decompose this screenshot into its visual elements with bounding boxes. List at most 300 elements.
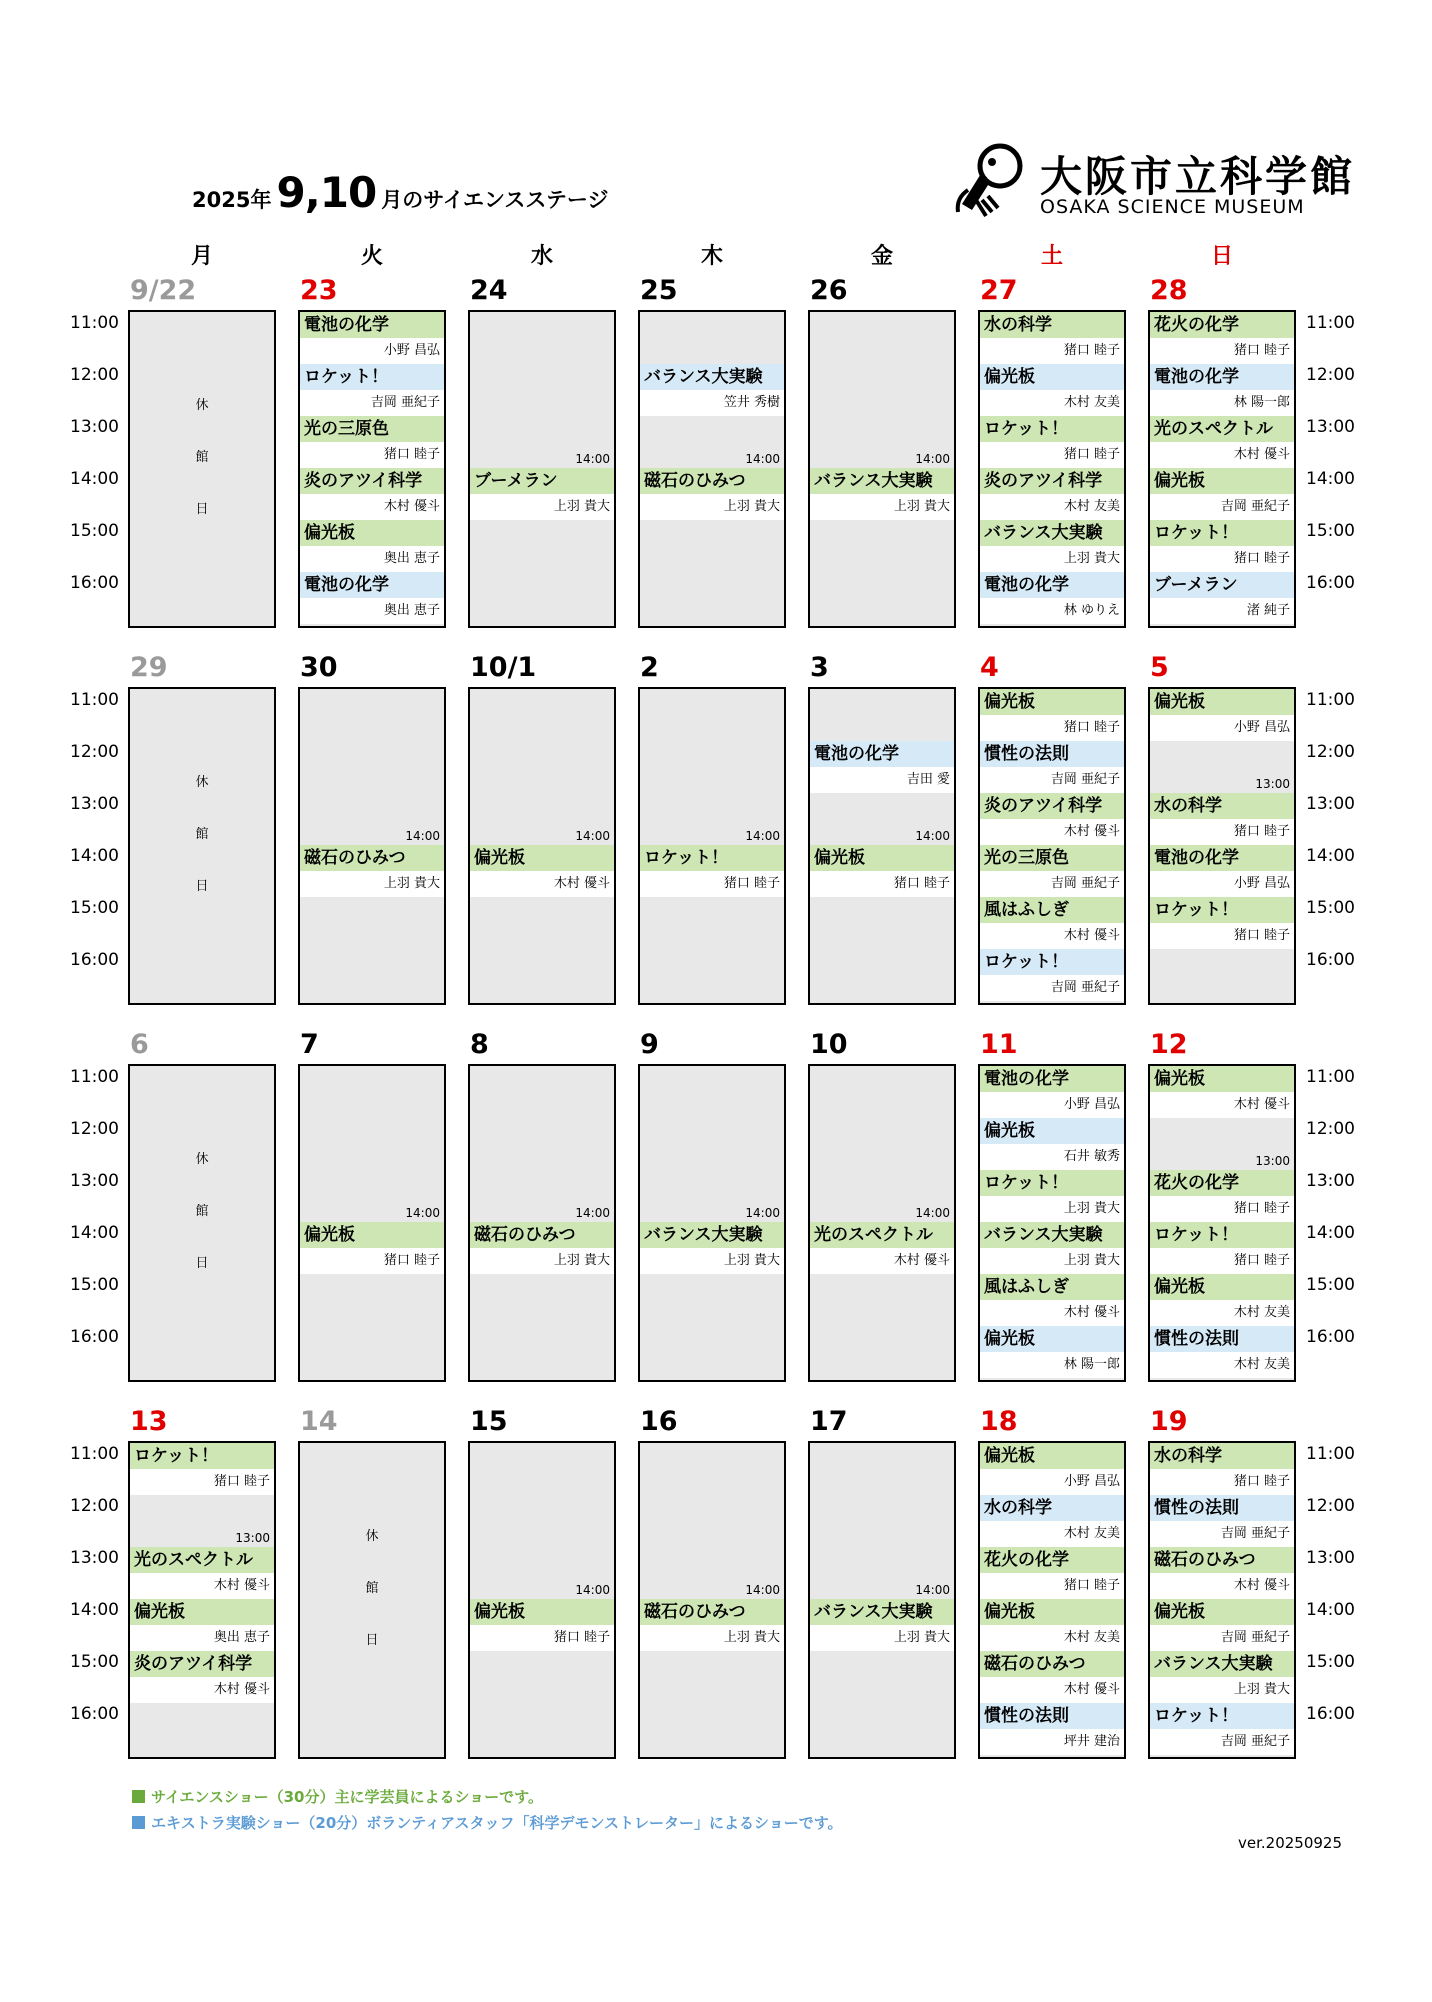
time-label: 15:00 [70, 1652, 119, 1672]
show-title: 水の科学 [980, 1495, 1124, 1521]
time-label: 12:00 [1306, 1496, 1355, 1516]
show-event [810, 468, 954, 520]
show-title: ブーメラン [470, 468, 614, 494]
show-event [980, 572, 1124, 624]
show-event [130, 1651, 274, 1703]
show-title: 磁石のひみつ [980, 1651, 1124, 1677]
show-title: バランス大実験 [810, 468, 954, 494]
day-cell [468, 649, 616, 1029]
show-event [300, 520, 444, 572]
show-title: 電池の化学 [300, 572, 444, 598]
legend-science-show-text: サイエンスショー（30分）主に学芸員によるショーです。 [151, 1788, 543, 1806]
presenter-name: 上羽 貴大 [980, 1248, 1124, 1274]
show-event [300, 572, 444, 624]
time-label: 15:00 [70, 1275, 119, 1295]
day-cell [808, 649, 956, 1029]
closed-day-char: 休 [195, 1152, 209, 1167]
show-title: バランス大実験 [640, 1222, 784, 1248]
show-event [300, 1222, 444, 1274]
show-title: ブーメラン [1150, 572, 1294, 598]
week-row [0, 1403, 1432, 1783]
show-event [1150, 793, 1294, 845]
date-number: 27 [980, 275, 1018, 306]
show-event [1150, 416, 1294, 468]
presenter-name: 上羽 貴大 [980, 1196, 1124, 1222]
day-cell [1148, 1403, 1296, 1783]
presenter-name: 林 ゆりえ [980, 598, 1124, 624]
schedule-box [468, 1441, 616, 1759]
show-event [640, 364, 784, 416]
time-label: 13:00 [70, 417, 119, 437]
week-row [0, 649, 1432, 1029]
show-title: 偏光板 [810, 845, 954, 871]
closed-day-char: 館 [195, 827, 209, 842]
show-title: 偏光板 [130, 1599, 274, 1625]
show-title: 電池の化学 [810, 741, 954, 767]
show-title: 電池の化学 [1150, 364, 1294, 390]
date-number: 7 [300, 1029, 319, 1060]
title-rest: 月のサイエンスステージ [381, 188, 609, 212]
presenter-name: 木村 優斗 [980, 923, 1124, 949]
presenter-name: 猪口 睦子 [810, 871, 954, 897]
show-title: 偏光板 [980, 1599, 1124, 1625]
presenter-name: 吉岡 亜紀子 [300, 390, 444, 416]
closed-day-char: 休 [365, 1529, 379, 1544]
show-title: ロケット！ [1150, 520, 1294, 546]
show-title: 偏光板 [1150, 1274, 1294, 1300]
start-time-label: 14:00 [575, 452, 610, 466]
show-title: ロケット！ [1150, 897, 1294, 923]
show-event [980, 741, 1124, 793]
schedule-box [128, 310, 276, 628]
time-label: 11:00 [1306, 690, 1355, 710]
time-label: 11:00 [70, 1067, 119, 1087]
show-event [1150, 1495, 1294, 1547]
show-title: ロケット！ [1150, 1703, 1294, 1729]
time-label: 13:00 [70, 794, 119, 814]
closed-day-char: 日 [195, 1256, 209, 1271]
show-event [1150, 1651, 1294, 1703]
show-event [470, 1599, 614, 1651]
show-title: 偏光板 [300, 1222, 444, 1248]
schedule-box [128, 687, 276, 1005]
show-event [130, 1443, 274, 1495]
schedule-box [978, 1441, 1126, 1759]
presenter-name: 上羽 貴大 [1150, 1677, 1294, 1703]
presenter-name: 小野 昌弘 [980, 1092, 1124, 1118]
show-title: 偏光板 [470, 845, 614, 871]
show-title: 炎のアツイ科学 [130, 1651, 274, 1677]
day-cell [128, 272, 276, 652]
show-title: 電池の化学 [980, 572, 1124, 598]
presenter-name: 猪口 睦子 [1150, 338, 1294, 364]
start-time-label: 14:00 [915, 452, 950, 466]
start-time-label: 14:00 [745, 452, 780, 466]
show-event [1150, 1066, 1294, 1118]
day-cell [1148, 649, 1296, 1029]
presenter-name: 小野 昌弘 [980, 1469, 1124, 1495]
show-title: 慣性の法則 [1150, 1326, 1294, 1352]
show-title: バランス大実験 [640, 364, 784, 390]
time-label: 15:00 [70, 521, 119, 541]
time-label: 12:00 [70, 1496, 119, 1516]
presenter-name: 木村 優斗 [980, 1677, 1124, 1703]
show-event [1150, 1599, 1294, 1651]
presenter-name: 上羽 貴大 [810, 1625, 954, 1651]
time-label: 13:00 [70, 1548, 119, 1568]
show-title: 風はふしぎ [980, 897, 1124, 923]
day-cell [468, 1403, 616, 1783]
presenter-name: 上羽 貴大 [810, 494, 954, 520]
show-title: 磁石のひみつ [640, 468, 784, 494]
start-time-label: 14:00 [745, 1206, 780, 1220]
show-event [300, 364, 444, 416]
day-cell [978, 272, 1126, 652]
day-cell [468, 272, 616, 652]
show-event [980, 1443, 1124, 1495]
show-event [1150, 468, 1294, 520]
legend-science-show [132, 1786, 543, 1807]
show-event [980, 949, 1124, 1001]
presenter-name: 吉岡 亜紀子 [1150, 1625, 1294, 1651]
schedule-box [298, 1064, 446, 1382]
time-label: 13:00 [70, 1171, 119, 1191]
date-number: 2 [640, 652, 659, 683]
presenter-name: 木村 優斗 [980, 1300, 1124, 1326]
schedule-box [1148, 1064, 1296, 1382]
day-of-week-label: 木 [700, 244, 723, 269]
show-event [1150, 312, 1294, 364]
day-cell [298, 1403, 446, 1783]
show-title: 磁石のひみつ [470, 1222, 614, 1248]
show-event [300, 845, 444, 897]
schedule-box [468, 1064, 616, 1382]
show-event [980, 1547, 1124, 1599]
show-title: 磁石のひみつ [300, 845, 444, 871]
date-number: 23 [300, 275, 338, 306]
show-event [980, 1326, 1124, 1378]
day-cell [298, 272, 446, 652]
time-label: 12:00 [70, 1119, 119, 1139]
presenter-name: 木村 優斗 [130, 1677, 274, 1703]
logo-name-jp: 大阪市立科学館 [1040, 152, 1356, 201]
day-of-week-label: 月 [190, 244, 213, 269]
show-event [300, 468, 444, 520]
presenter-name: 木村 友美 [980, 1625, 1124, 1651]
show-event [980, 1274, 1124, 1326]
presenter-name: 小野 昌弘 [300, 338, 444, 364]
start-time-label: 14:00 [575, 1583, 610, 1597]
date-number: 13 [130, 1406, 168, 1437]
day-cell [638, 1026, 786, 1406]
presenter-name: 吉岡 亜紀子 [980, 871, 1124, 897]
presenter-name: 猪口 睦子 [640, 871, 784, 897]
presenter-name: 吉岡 亜紀子 [1150, 1521, 1294, 1547]
page-title [192, 168, 609, 217]
presenter-name: 猪口 睦子 [300, 1248, 444, 1274]
day-cell [638, 1403, 786, 1783]
schedule-box [128, 1441, 276, 1759]
show-title: 電池の化学 [980, 1066, 1124, 1092]
date-number: 29 [130, 652, 168, 683]
presenter-name: 猪口 睦子 [980, 442, 1124, 468]
presenter-name: 小野 昌弘 [1150, 715, 1294, 741]
time-label: 12:00 [70, 742, 119, 762]
day-of-week-label: 水 [530, 244, 553, 269]
show-title: ロケット！ [1150, 1222, 1294, 1248]
schedule-box [298, 310, 446, 628]
show-event [1150, 520, 1294, 572]
start-time-label: 14:00 [745, 829, 780, 843]
show-title: 電池の化学 [1150, 845, 1294, 871]
day-of-week-label: 日 [1210, 244, 1233, 269]
start-time-label: 14:00 [745, 1583, 780, 1597]
presenter-name: 木村 友美 [1150, 1300, 1294, 1326]
time-label: 15:00 [1306, 898, 1355, 918]
date-number: 5 [1150, 652, 1169, 683]
start-time-label: 13:00 [235, 1531, 270, 1545]
time-label: 11:00 [70, 1444, 119, 1464]
date-number: 11 [980, 1029, 1018, 1060]
date-number: 3 [810, 652, 829, 683]
schedule-box [1148, 687, 1296, 1005]
day-cell [808, 1403, 956, 1783]
date-number: 6 [130, 1029, 149, 1060]
show-event [1150, 1443, 1294, 1495]
show-event [1150, 845, 1294, 897]
week-row [0, 272, 1432, 652]
time-label: 16:00 [1306, 1704, 1355, 1724]
show-title: バランス大実験 [980, 520, 1124, 546]
show-event [130, 1547, 274, 1599]
presenter-name: 笠井 秀樹 [640, 390, 784, 416]
show-title: ロケット！ [980, 416, 1124, 442]
time-label: 16:00 [70, 1704, 119, 1724]
week-row [0, 1026, 1432, 1406]
show-title: 磁石のひみつ [640, 1599, 784, 1625]
day-cell [978, 649, 1126, 1029]
time-label: 15:00 [1306, 1275, 1355, 1295]
show-title: ロケット！ [980, 949, 1124, 975]
show-event [1150, 689, 1294, 741]
day-cell [298, 1026, 446, 1406]
day-cell [1148, 272, 1296, 652]
show-title: 炎のアツイ科学 [300, 468, 444, 494]
presenter-name: 上羽 貴大 [470, 494, 614, 520]
show-event [980, 793, 1124, 845]
show-event [980, 689, 1124, 741]
time-label: 14:00 [70, 1600, 119, 1620]
presenter-name: 猪口 睦子 [1150, 1469, 1294, 1495]
time-label: 12:00 [70, 365, 119, 385]
date-number: 9 [640, 1029, 659, 1060]
presenter-name: 吉岡 亜紀子 [980, 767, 1124, 793]
show-title: 偏光板 [1150, 1599, 1294, 1625]
show-event [300, 312, 444, 364]
date-number: 25 [640, 275, 678, 306]
presenter-name: 林 陽一郎 [980, 1352, 1124, 1378]
date-number: 12 [1150, 1029, 1188, 1060]
time-label: 14:00 [70, 1223, 119, 1243]
schedule-box [638, 310, 786, 628]
time-label: 11:00 [70, 313, 119, 333]
presenter-name: 上羽 貴大 [470, 1248, 614, 1274]
presenter-name: 吉岡 亜紀子 [980, 975, 1124, 1001]
time-label: 16:00 [70, 1327, 119, 1347]
presenter-name: 吉田 愛 [810, 767, 954, 793]
closed-day-char: 館 [365, 1581, 379, 1596]
title-year: 2025年 [192, 188, 272, 212]
start-time-label: 14:00 [575, 829, 610, 843]
show-event [1150, 1326, 1294, 1378]
schedule-box [638, 687, 786, 1005]
show-event [810, 845, 954, 897]
show-title: 花火の化学 [980, 1547, 1124, 1573]
time-label: 11:00 [1306, 313, 1355, 333]
day-cell [468, 1026, 616, 1406]
show-title: 慣性の法則 [1150, 1495, 1294, 1521]
show-event [980, 1118, 1124, 1170]
time-label: 14:00 [1306, 469, 1355, 489]
show-title: 偏光板 [1150, 689, 1294, 715]
presenter-name: 木村 優斗 [810, 1248, 954, 1274]
show-title: 光のスペクトル [130, 1547, 274, 1573]
presenter-name: 上羽 貴大 [980, 546, 1124, 572]
presenter-name: 小野 昌弘 [1150, 871, 1294, 897]
show-title: 偏光板 [980, 1326, 1124, 1352]
day-of-week-label: 金 [870, 244, 893, 269]
presenter-name: 木村 優斗 [130, 1573, 274, 1599]
museum-emblem-icon [952, 138, 1036, 222]
date-number: 28 [1150, 275, 1188, 306]
date-number: 15 [470, 1406, 508, 1437]
show-event [980, 1222, 1124, 1274]
presenter-name: 坪井 建治 [980, 1729, 1124, 1755]
presenter-name: 木村 友美 [980, 494, 1124, 520]
time-label: 15:00 [1306, 1652, 1355, 1672]
presenter-name: 猪口 睦子 [980, 715, 1124, 741]
show-title: バランス大実験 [980, 1222, 1124, 1248]
presenter-name: 木村 友美 [980, 1521, 1124, 1547]
show-event [1150, 1222, 1294, 1274]
show-event [1150, 364, 1294, 416]
time-label: 15:00 [70, 898, 119, 918]
date-number: 17 [810, 1406, 848, 1437]
presenter-name: 猪口 睦子 [1150, 1196, 1294, 1222]
show-event [470, 1222, 614, 1274]
date-number: 4 [980, 652, 999, 683]
show-title: 風はふしぎ [980, 1274, 1124, 1300]
show-event [130, 1599, 274, 1651]
title-months: 9,10 [276, 168, 377, 217]
schedule-box [978, 687, 1126, 1005]
show-event [640, 1222, 784, 1274]
presenter-name: 木村 友美 [980, 390, 1124, 416]
start-time-label: 13:00 [1255, 1154, 1290, 1168]
show-event [980, 1170, 1124, 1222]
schedule-box [638, 1064, 786, 1382]
show-event [470, 845, 614, 897]
show-event [980, 897, 1124, 949]
time-label: 16:00 [70, 950, 119, 970]
time-label: 14:00 [1306, 846, 1355, 866]
show-title: 偏光板 [1150, 1066, 1294, 1092]
schedule-box [978, 310, 1126, 628]
presenter-name: 猪口 睦子 [1150, 923, 1294, 949]
closed-day-char: 日 [195, 502, 209, 517]
show-event [980, 1599, 1124, 1651]
presenter-name: 木村 友美 [1150, 1352, 1294, 1378]
closed-day-char: 休 [195, 398, 209, 413]
show-title: 水の科学 [1150, 1443, 1294, 1469]
presenter-name: 上羽 貴大 [640, 1248, 784, 1274]
time-label: 14:00 [1306, 1223, 1355, 1243]
schedule-box [808, 310, 956, 628]
time-label: 13:00 [1306, 1548, 1355, 1568]
date-number: 16 [640, 1406, 678, 1437]
presenter-name: 渚 純子 [1150, 598, 1294, 624]
version-label: ver.20250925 [1238, 1834, 1343, 1852]
green-square-icon [132, 1790, 145, 1803]
show-title: 光の三原色 [980, 845, 1124, 871]
show-title: 偏光板 [980, 689, 1124, 715]
time-label: 12:00 [1306, 742, 1355, 762]
logo-name-en: OSAKA SCIENCE MUSEUM [1040, 196, 1305, 218]
schedule-box [1148, 310, 1296, 628]
date-number: 19 [1150, 1406, 1188, 1437]
time-label: 13:00 [1306, 794, 1355, 814]
date-number: 26 [810, 275, 848, 306]
show-event [980, 468, 1124, 520]
show-event [980, 520, 1124, 572]
schedule-box [808, 1441, 956, 1759]
show-event [810, 1222, 954, 1274]
date-number: 14 [300, 1406, 338, 1437]
show-event [640, 1599, 784, 1651]
day-cell [298, 649, 446, 1029]
show-title: 偏光板 [980, 364, 1124, 390]
start-time-label: 14:00 [915, 1583, 950, 1597]
time-label: 12:00 [1306, 1119, 1355, 1139]
show-title: 花火の化学 [1150, 1170, 1294, 1196]
show-event [640, 468, 784, 520]
day-of-week-label: 火 [360, 244, 383, 269]
show-title: 水の科学 [980, 312, 1124, 338]
show-event [1150, 1703, 1294, 1755]
start-time-label: 14:00 [915, 829, 950, 843]
show-title: バランス大実験 [810, 1599, 954, 1625]
presenter-name: 木村 優斗 [1150, 1573, 1294, 1599]
presenter-name: 猪口 睦子 [1150, 1248, 1294, 1274]
presenter-name: 猪口 睦子 [470, 1625, 614, 1651]
presenter-name: 奥出 恵子 [300, 598, 444, 624]
presenter-name: 上羽 貴大 [300, 871, 444, 897]
show-title: 磁石のひみつ [1150, 1547, 1294, 1573]
closed-day-char: 館 [195, 1204, 209, 1219]
presenter-name: 木村 優斗 [1150, 1092, 1294, 1118]
show-title: バランス大実験 [1150, 1651, 1294, 1677]
time-label: 16:00 [1306, 573, 1355, 593]
time-label: 11:00 [1306, 1444, 1355, 1464]
show-title: 電池の化学 [300, 312, 444, 338]
show-title: 光のスペクトル [1150, 416, 1294, 442]
schedule-box [298, 1441, 446, 1759]
start-time-label: 14:00 [575, 1206, 610, 1220]
schedule-box [638, 1441, 786, 1759]
blue-square-icon [132, 1816, 145, 1829]
presenter-name: 猪口 睦子 [1150, 546, 1294, 572]
day-cell [808, 272, 956, 652]
